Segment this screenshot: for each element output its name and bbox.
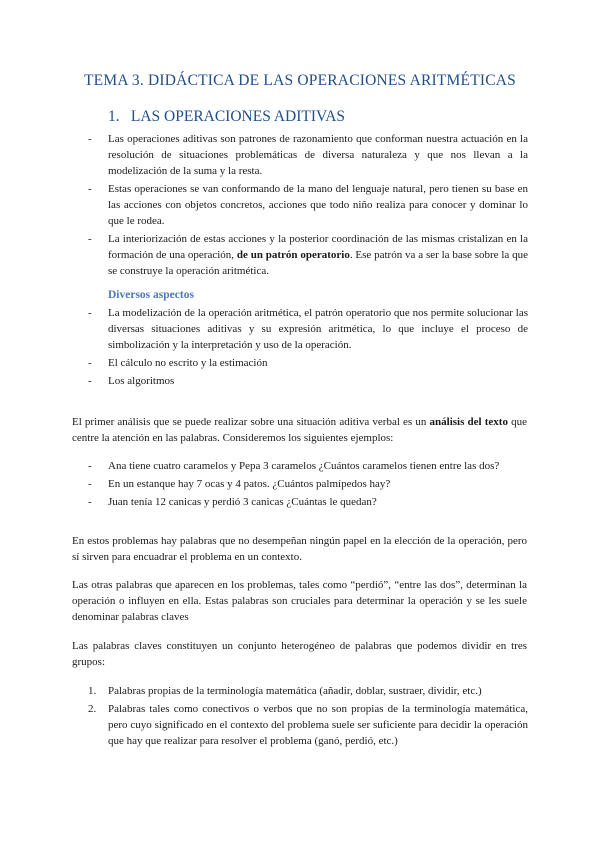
examples-list [88,458,528,512]
list-item [88,305,528,353]
group-text: Palabras tales como conectivos o verbos que no son propias de la terminología matemática, pero cuyo significado en el contexto del problema suele ser suficiente para decidir la operación que hay que realizar para resolver el problema (ganó, perdió, etc.) [108,703,528,747]
bullet-text: Estas operaciones se van conformando de la mano del lenguaje natural, pero tienen su base en las acciones con objetos concretos, acciones que todo niño realiza para conocer y dominar lo que le rodea. [108,183,528,227]
bullet-dash: - [88,478,92,490]
paragraph-text-post: que centre la atención en las palabras. Consideremos los siguientes ejemplos: [72,416,527,444]
list-number: 2. [88,703,97,715]
bullet-dash: - [88,375,92,387]
example-text: Ana tiene cuatro caramelos y Pepa 3 caramelos ¿Cuántos caramelos tienen entre las dos? [108,460,500,472]
bullet-text: El cálculo no escrito y la estimación [108,357,268,369]
groups-list [88,683,528,751]
list-item [88,181,528,229]
example-text: En un estanque hay 7 ocas y 4 patos. ¿Cuántos palmípedos hay? [108,478,391,490]
list-item [88,683,528,699]
list-item [88,476,528,492]
bullet-dash: - [88,133,92,145]
group-text: Palabras propias de la terminología matemática (añadir, doblar, sustraer, dividir, etc.) [108,685,482,697]
bullet-dash: - [88,460,92,472]
section-heading-text: LAS OPERACIONES ADITIVAS [130,108,346,125]
section-number: 1. [108,108,120,125]
paragraph-keywords: Las otras palabras que aparecen en los problemas, tales como “perdió”, “entre las dos”, determinan la operación o influyen en ella. Estas palabras son cruciales para determinar la operación y se les suele denominar palabras claves [72,579,527,623]
bullet-text: Las operaciones aditivas son patrones de razonamiento que conforman nuestra actuación en la resolución de situaciones problemáticas de diversa naturaleza y que nos llevan a la modelización de la suma y la resta. [108,133,528,177]
paragraph-groups-intro: Las palabras claves constituyen un conjunto heterogéneo de palabras que podemos dividir en tres grupos: [72,640,527,668]
subsection-heading: Diversos aspectos [108,289,194,301]
list-item [88,131,528,179]
bullet-dash: - [88,357,92,369]
list-item [88,494,528,510]
bullet-text: Los algoritmos [108,375,175,387]
bullet-dash: - [88,307,92,319]
section-heading [108,108,345,126]
document-title: TEMA 3. DIDÁCTICA DE LAS OPERACIONES ARITMÉTICAS [84,72,516,89]
paragraph-context: En estos problemas hay palabras que no desempeñan ningún papel en la elección de la operación, pero sí sirven para encuadrar el problema en un contexto. [72,535,527,563]
subsection-bullet-list [88,305,528,391]
list-item [88,355,528,371]
paragraph-text-pre: El primer análisis que se puede realizar sobre una situación aditiva verbal es un [72,416,430,428]
bullet-text: La modelización de la operación aritmética, el patrón operatorio que nos permite solucionar las diversas situaciones aditivas y su expresión aritmética, lo que incluye el proceso de simbolización y la interpretación y uso de la operación. [108,307,528,351]
bullet-text-post: . Ese patrón va a ser la base sobre la que se construye la operación aritmética. [108,249,528,277]
example-text: Juan tenía 12 canicas y perdió 3 canicas ¿Cuántas le quedan? [108,496,377,508]
list-item [88,373,528,389]
list-number: 1. [88,685,97,697]
list-item [88,701,528,749]
bullet-dash: - [88,496,92,508]
bullet-dash: - [88,183,92,195]
section-bullet-list [88,131,528,281]
bullet-text-pre: La interiorización de estas acciones y la posterior coordinación de las mismas cristalizan en la formación de una operación, [108,233,528,261]
bullet-text-bold: de un patrón operatorio [236,249,350,261]
paragraph-analysis [72,414,527,446]
bullet-dash: - [88,233,92,245]
paragraph-text-bold: análisis del texto [429,416,508,428]
list-item [88,458,528,474]
list-item [88,231,528,279]
